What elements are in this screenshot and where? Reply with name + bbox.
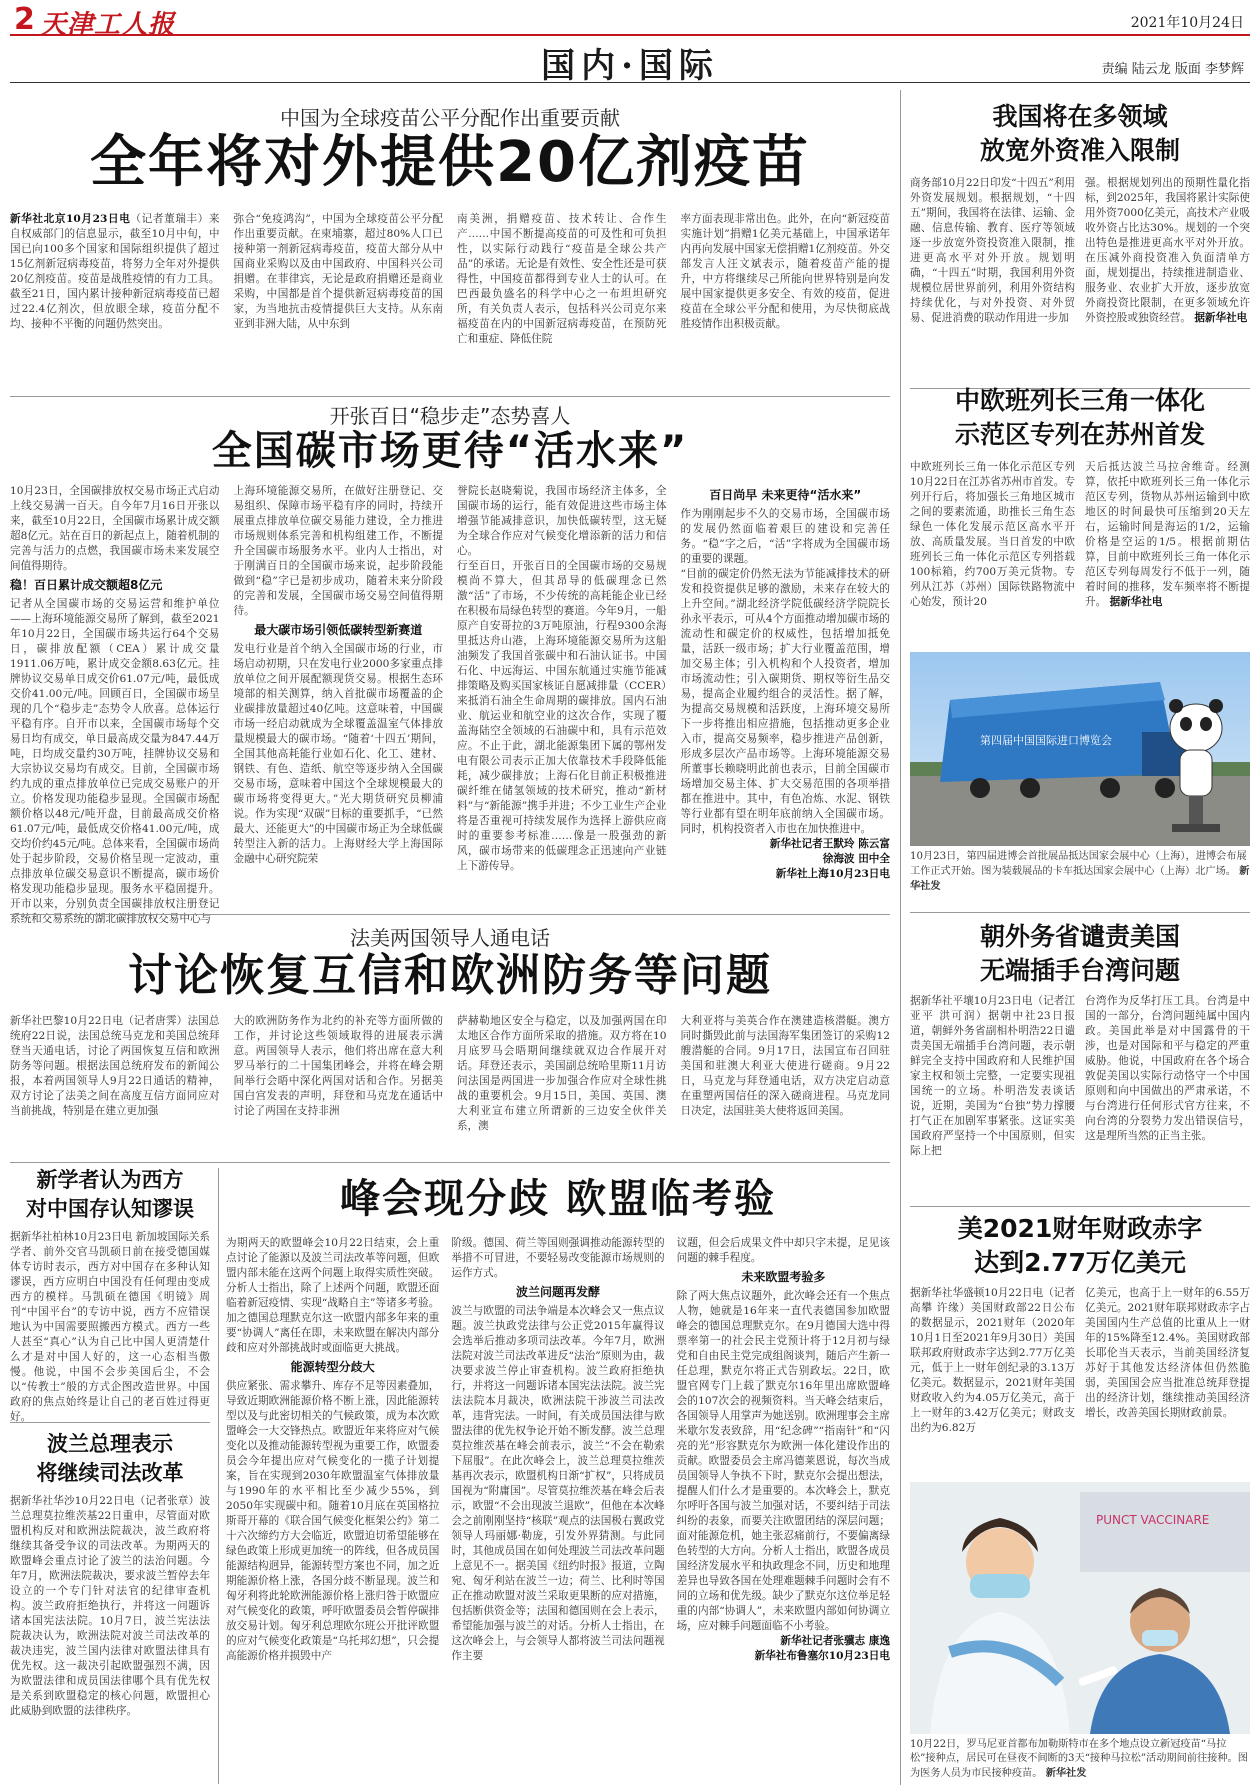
expo-photo-caption: 10月23日，第四届进博会首批展品抵达国家会展中心（上海），进博会布展工作正式开始。图为装载展品的卡车抵达国家会展中心（上海）北广场。 新华社发 (910, 851, 1250, 892)
vaccine-kicker: 中国为全球疫苗公平分配作出重要贡献 (280, 106, 620, 130)
eusummit-col-2: 阶级。德国、荷兰等国则强调推动能源转型的举措不可冒进，不要轻易改变能源市场规则的运作方式。 波兰问题再发酵 波兰与欧盟的司法争端是本次峰会又一焦点议题。波兰执政党法律与公正党2015年赢得议会选举后推动多项司法改革。今年7月，欧洲法院对波兰司法改革进反“法治”原则为由，裁决要求波兰停止审查机构。波兰政府拒绝执行，并将这一问题诉诸本国宪法法院。波兰宪法法院本月裁决，欧洲法院干涉波兰司法改革，违背宪法。一时间，有关成员国法律与欧盟法律的优先权争论开始不断发酵。波兰总理莫拉维茨基在峰会前表示，波兰“不会在勒索下屈服”。在此次峰会上，波兰总理莫拉维茨基再次表示，欧盟机构日渐“扩权”，只将成员国视为“附庸国”。尽管莫拉维茨基在峰会后表示，欧盟“不会出现波兰退欧”，但他在本次峰会之前刚刚坚持“核联”观点的法国极右翼政党领导人玛丽娜·勒庞，引发外界猜测。与此同时，其他成员国在如何处理波兰司法改革问题上意见不一。据美国《纽约时报》报道，立陶宛、匈牙利站在波兰一边；荷兰、比利时等国正在推动欧盟对波兰采取更果断的应对措施，包括断供资金等；法国和德国则在会上表示，希望能加强与波兰的对话。分析人士指出，在这次峰会上，与会领导人都将波兰司法问题视作主要 (451, 1237, 665, 1662)
page-number: 2 (14, 2, 35, 37)
truck-banner-text: 第四届中国国际进口博览会 (980, 734, 1112, 747)
vaccine-col-3: 南美洲，捐赠疫苗、技术转让、合作生产……中国不断提高疫苗的可及性和可负担性，以实际行动践行“疫苗是全球公共产品”的承诺。无论是有效性、安全性还是可获得性，中国疫苗都得到专业人士的认可。在巴西最负盛名的科学中心之一布坦坦研究所，有关负责人表示，包括科兴公司克尔来福疫苗在内的中国新冠病毒疫苗，在预防死亡和重症、降低住院 (457, 213, 667, 345)
vaccine-headline: 全年将对外提供20亿剂疫苗 (90, 130, 810, 195)
eusummit-subhead-1: 能源转型分歧大 (290, 1360, 375, 1374)
chinaeurope-headline: 中欧班列长三角一体化 示范区专列在苏州首发 (954, 386, 1205, 449)
franceus-bottom-rule (10, 1162, 890, 1163)
deficit-article: 据新华社华盛顿10月22日电（记者高攀 许缘）美国财政部22日公布的数据显示，2021财年（2020年10月1日至2021年9月30日）美国联邦政府财政赤字达到2.77万亿美元，低于上一财年创纪录的3.13万亿美元。数据显示，2021财年美国财政收入约为4.05万亿美元，高于上一财年的3.42万亿美元；财政支出约为6.82万 亿美元，也高于上一财年的6.55万亿美元。2021财年联邦财政赤字占美国国内生产总值的比重从上一财年的15%降至12.4%。美国财政部长耶伦当天表示，当前美国经济复苏好于其他发达经济体但仍然脆弱，美国国会应当批准总统拜登提出的经济计划，继续推动美国经济增长，改善美国长期财政前景。 (910, 1287, 1250, 1434)
eusummit-article (226, 1236, 890, 1784)
carbon-credit-3: 新华社上海10月23日电 (775, 868, 890, 880)
scholar-article: 据新华社柏林10月23日电 新加坡国际关系学者、前外交官马凯硕日前在接受德国媒体专访时表示，西方对中国存在多种认知谬误，西方应明白中国没有任何理由变成西方的模样。马凯硕在德国《明镜》周刊“中国平台”的专访中说，西方不应错误地认为中国需要照搬西方模式。西方一些人甚至“真心”认为自己比中国人更清楚什么才是对中国人好的，这一心态相当傲慢。他说，中国不会步美国后尘，不会以“传教士”般的方式企图改造世界。中国政府的焦点始终是让自己的老百姓过得更好。 (10, 1231, 210, 1423)
scholar-headline: 新学者认为西方 对中国存认知谬误 (26, 1168, 194, 1221)
carbon-credit-2: 徐海波 田中全 (822, 853, 890, 865)
masthead-rule (10, 34, 1250, 36)
eusummit-headline: 峰会现分歧 欧盟临考验 (340, 1176, 776, 1222)
vaccine-col-2: 弥合“免疫鸿沟”，中国为全球疫苗公平分配作出重要贡献。在柬埔寨，超过80%人口已接种第一剂新冠病毒疫苗，疫苗大部分从中国商业采购以及由中国政府、中国科兴公司捐赠。在菲律宾，无论是政府捐赠还是商业采购，中国都是首个提供新冠病毒疫苗的国家，为当地抗击疫情提供巨大支持。从东南亚到非洲大陆，从中东到 (233, 213, 443, 330)
vaccination-sign-text: PUNCT VACCINARE (1096, 1513, 1210, 1527)
carbon-subhead-1: 稳！百日累计成交额超8亿元 (10, 578, 163, 592)
photo1-bottom-rule (910, 912, 1250, 913)
vaccine-col-1: 新华社北京10月23日电（记者董瑞丰）来自权威部门的信息显示，截至10月中旬，中国已向100多个国家和国际组织提供了超过15亿剂新冠病毒疫苗，将努力全年对外提供20亿剂疫苗。疫苗是战胜疫情的有力工具。截至21日，国内累计接种新冠病毒疫苗已超过22.4亿剂次，但放眼全球，疫苗分配不均、接种不平衡的问题仍然突出。 (10, 213, 220, 330)
poland-headline: 波兰总理表示 将继续司法改革 (36, 1432, 184, 1485)
opening-article: 商务部10月22日印发“十四五”利用外资发展规划。根据规划，“十四五”期间，我国将在法律、运输、金融、信息传输、教育、医疗等领域逐一步放宽外资投资准入限制，推进更高水平对外开放。规划明确，“十四五”时期，我国利用外资规模位居世界前列，利用外资结构持续优化，与对外投资、对外贸易、促进消费的联动作用进一步加 强。根据规划列出的预期性量化指标，到2025年，我国将累计实际使用外资7000亿美元，高技术产业吸收外资占比达30%。规划的一个突出特色是推进更高水平对外开放。在压减外商投资准入负面清单方面，规划提出，持续推进制造业、服务业、农业扩大开放，逐步放宽外商投资比限制，在更多领域允许外资控股或独资经营。 据新华社电 (910, 177, 1250, 324)
franceus-headline: 讨论恢复互信和欧洲防务等问题 (128, 950, 772, 1001)
eusummit-subhead-3: 未来欧盟考验多 (741, 1270, 826, 1284)
vaccination-photo-caption: 10月22日，罗马尼亚首都布加勒斯特市在多个地点设立新冠疫苗“马拉松”接种点，居民可在昼夜不间断的3天“接种马拉松”活动期间前往接种。图为医务人员为市民接种疫苗。 新华社发 (910, 1739, 1248, 1779)
section-rule (10, 82, 1250, 83)
carbon-article (10, 484, 890, 925)
vaccine-byline: 新华社北京10月23日电 (10, 213, 131, 225)
editors-credit: 责编 陆云龙 版面 李梦辉 (1101, 62, 1244, 77)
franceus-article: 新华社巴黎10月22日电（记者唐霁）法国总统府22日说，法国总统马克龙和美国总统拜登当天通电话，讨论了两国恢复互信和欧洲防务等问题。根据法国总统府发布的新闻公报，本着两国领导人9月22日通话的精神，双方讨论了法美之间在高度互信方面同应对当前挑战，特别是在建立更加强 大的欧洲防务作为北约的补充等方面所做的工作，并讨论这些领域取得的进展表示满意。两国领导人表示，他们将出席在意大利罗马举行的二十国集团峰会，并将在峰会期间举行会晤中深化两国对话和合作。另据美国白宫发表的声明，拜登和马克龙在通话中讨论了两国在支持非洲 萨赫勒地区安全与稳定，以及加强两国在印太地区合作方面所采取的措施。双方将在10月底罗马会晤期间继续就双边合作展开对话。拜登还表示，美国副总统哈里斯11月访问法国是两国进一步加强合作应对全球性挑战的重要机会。9月15日，美国、英国、澳大利亚宣布建立所谓新的三边安全伙伴关系，澳 大利亚将与美英合作在澳建造核潜艇。澳方同时撕毁此前与法国海军集团签订的采购12艘潜艇的合同。9月17日，法国宣布召回驻美国和驻澳大利亚大使进行磋商。9月22日，马克龙与拜登通电话，双方决定启动意在重塑两国信任的深入磋商进程。马克龙同日决定，法国驻美大使将返回美国。 (10, 1015, 890, 1132)
carbon-subhead-2: 最大碳市场引领低碳转型新赛道 (254, 623, 423, 637)
vaccine-article (10, 212, 890, 392)
opening-headline: 我国将在多领域 放宽外资准入限制 (979, 102, 1180, 165)
carbon-kicker: 开张百日“稳步走”态势喜人 (329, 404, 571, 428)
carbon-col-1: 10月23日，全国碳排放权交易市场正式启动上线交易满一百天。自今年7月16日开张以来，截至10月22日，全国碳市场累计成交额超8亿元。站在百日的新起点上，随着机制的完善与活力的点燃，我国碳市场未来发展空间值得期待。 稳！百日累计成交额超8亿元 记者从全国碳市场的交易运营和维护单位——上海环境能源交易所了解到，截至2021年10月22日，全国碳市场共运行64个交易日，碳排放配额（CEA）累计成交量1911.06万吨，累计成交金额8.63亿元。挂牌协议交易单日成交价61.07元/吨，最低成交价41.00元/吨。回顾百日，全国碳市场呈现的几个“稳步走”态势令人欣喜。总体运行平稳有序。自开市以来，全国碳市场每个交易日均有成交，单日最高成交量为847.44万吨，日均成交量约30万吨，挂牌协议交易和大宗协议交易均有成交。目前，全国碳市场约九成的重点排放单位已完成交易账户的开立。价格发现功能稳步显现。全国碳市场配额价格以48元/吨开盘，目前最高成交价格61.07元/吨，最低成交价格41.00元/吨，成交均价约45元/吨。总体来看，全国碳市场尚处于起步阶段，交易价格呈现一定波动，重点排放单位碳交易意识不断提高，碳市场价格发现功能稳步显现。服务水平稳固提升。开市以来，分别负责全国碳排放权注册登记系统和交易系统的湖北碳排放权交易中心与 (10, 485, 220, 925)
chinaeurope-article: 中欧班列长三角一体化示范区专列10月22日在江苏省苏州市首发。专列开行后，将加强长三角地区城市之间的要素流通，助推长三角生态绿色一体化发展示范区高水平开放、高质量发展。当日首发的中欧班列长三角一体化示范区专列搭载100标箱，约700万美元货物。专列从江苏（苏州）国际铁路物流中心始发，预计20 天后抵达波兰马拉舍维奇。经测算，依托中欧班列长三角一体化示范区专列，货物从苏州运输到中欧地区的时间最快可压缩到20天左右，运输时间是海运的1/2，运输价格是空运的1/5。根据前期估算，目前中欧班列长三角一体化示范区专列每周发行不低于一列，随着时间的推移，发车频率将不断提升。 据新华社电 (910, 461, 1250, 608)
carbon-subhead-3: 百日尚早 未来更待“活水来” (709, 488, 862, 502)
scholar-bottom-rule (10, 1422, 210, 1423)
paper-name: 天津工人报 (40, 10, 176, 40)
section-title: 国内·国际 (541, 46, 719, 86)
expo-truck-illustration (910, 652, 1250, 846)
issue-date: 2021年10月24日 (1130, 15, 1244, 31)
franceus-kicker: 法美两国领导人通电话 (350, 926, 550, 950)
taiwan-article: 据新华社平壤10月23日电（记者江亚平 洪可润）据朝中社23日报道，朝鲜外务省副相朴明浩22日谴责美国无端插手台湾问题，表示朝鲜完全支持中国政府和人民维护国家主权和领土完整，一定要实现祖国统一的立场。朴明浩发表谈话说，近期，美国为“台独”势力撑腰打气正在加剧军事紧张。这证实美国政府严坚持一个中国原则，但实际上把 台湾作为反华打压工具。台湾是中国的一部分，台湾问题纯属中国内政。美国此举是对中国露骨的干涉，也是对国际和平与稳定的严重威胁。他说，中国政府在各个场合敦促美国以实际行动恪守一个中国原则和向中国做出的严肃承诺，不与台湾进行任何形式官方往来，不向台湾的分裂势力发出错误信号，这是理所当然的正当主张。 (910, 995, 1250, 1157)
carbon-bottom-rule (10, 914, 890, 915)
vaccination-photo (910, 1482, 1250, 1734)
column-divider (900, 90, 901, 1785)
vaccine-col-4: 率方面表现非常出色。此外，在向“新冠疫苗实施计划”捐赠1亿美元基础上，中国承诺年内再向发展中国家无偿捐赠1亿剂疫苗。外交部发言人汪文斌表示，随着疫苗产能的提升，中方将继续尽己所能向世界特别是向发展中国家提供更多安全、有效的疫苗，促进疫苗在全球公平分配和使用，为尽快彻底战胜疫情作出积极贡献。 (680, 213, 890, 330)
eusummit-credit-1: 新华社记者张骥志 康逸 (780, 1635, 890, 1647)
eusummit-credit-2: 新华社布鲁塞尔10月23日电 (754, 1650, 890, 1662)
poland-article: 据新华社华沙10月22日电（记者张章）波兰总理莫拉维茨基22日重申，尽管面对欧盟机构反对和欧洲法院裁决，波兰政府将继续其备受争议的司法改革。为期两天的欧盟峰会重点讨论了波兰的法治问题。今年7月，欧洲法院裁决，要求波兰暂停去年设立的一个专门针对法官的纪律审查机构。波兰政府拒绝执行，并将这一问题诉诸本国宪法法院。10月7日，波兰宪法法院裁决认为，欧洲法院对波兰司法改革的裁决违宪，波兰国内法律对欧盟法律具有优先权。这一裁决引起欧盟强烈不满，因为欧盟法律和成员国法律哪个具有优先权是关系到欧盟稳定的核心问题，欧盟担心此威胁到欧盟的法律秩序。 (10, 1495, 210, 1717)
eusummit-subhead-2: 波兰问题再发酵 (515, 1285, 600, 1299)
deficit-headline: 美2021财年财政赤字 达到2.77万亿美元 (957, 1214, 1203, 1277)
carbon-headline: 全国碳市场更待“活水来” (211, 428, 689, 474)
left-narrow-divider (218, 1168, 219, 1784)
vaccination-illustration (910, 1482, 1250, 1734)
carbon-col-3: 誉院长赵晓菊说，我国市场经济主体多，全国碳市场的运行，能有效促进这些市场主体增强节能减排意识，加快低碳转型，这无疑为全球合作应对气候变化增添新的活力和信心。 行至百日，开张百日的全国碳市场的交易规模尚不算大，但其昂导的低碳理念已然激“活”了市场，不少传统的高耗能企业已经在积极布局绿色转型的赛道。今年9月，一船原产自安哥拉的3万吨原油，行程9300余海里抵达舟山港，上海环境能源交易所为这船油频发了我国首张碳中和石油认证书。中国石化、中远海运、中国东航通过实施节能减排策略及购买国家核证自愿减排量（CCER）来抵消石油全生命周期的碳排放。国内石油业、航运业和航空业的这次合作，实现了覆盖海陆空全领域的石油碳中和，具有示范效应。不止于此，湖北能源集团下属的鄂州发电有限公司表示正加大依靠技术手段降低能耗，减少碳排放；上海石化目前正积极推进碳纤维在储氢领域的技术研究，推动“新材料”与“新能源”携手并进；不少工业生产企业将是否重视可持续发展作为选择上游供应商时的重要参考标准……像是一股强劲的新风，碳市场带来的低碳理念正迅速向产业链上下游传导。 (457, 485, 667, 872)
carbon-col-2: 上海环境能源交易所，在做好注册登记、交易组织、保障市场平稳有序的同时，持续开展重点排放单位碳交易能力建设，全力推进市场规则体系完善和机构组建工作，不断提升全国碳市场服务水平。业内人士指出，对于刚满百日的全国碳市场来说，起步阶段能做到“稳”字已是初步成功，随着未来分阶段的完善和发展，全国碳市场交易空间值得期待。 最大碳市场引领低碳转型新赛道 发电行业是首个纳入全国碳市场的行业，市场启动初期，只在发电行业2000多家重点排放单位之间开展配额现货交易。根据生态环境部的相关测算，纳入首批碳市场覆盖的企业碳排放量超过40亿吨。这意味着，中国碳市场一经启动就成为全球覆盖温室气体排放量规模最大的碳市场。“随着‘十四五’期间，全国其他高耗能行业如石化、化工、建材、钢铁、有色、造纸、航空等逐步纳入全国碳交易市场，意味着中国这个全球规模最大的碳市场将变得更大。”光大期货研究员柳浦说。作为实现“双碳”目标的重要抓手，“已然最大、还能更大”的中国碳市场正为全球低碳转型注入新的活力。上海财经大学上海国际金融中心研究院荣 (233, 485, 443, 865)
eusummit-col-3: 议题，但会后成果文件中却只字未提，足见该问题的棘手程度。 未来欧盟考验多 除了两大焦点议题外，此次峰会还有一个焦点人物，她就是16年来一直代表德国参加欧盟峰会的德国总理默克尔。在9月德国大选中得票率第一的社会民主党预计将于12月初与绿党和自由民主党完成组阁谈判，随后产生新一任总理，默克尔将正式告别政坛。22日，欧盟官网专门上载了默克尔16年里出席欧盟峰会的107次会的视频资料。当天峰会结束后，各国领导人用掌声为她送别。欧洲理事会主席米歇尔发表致辞，用“纪念碑”“指南针”和“闪亮的光”形容默克尔为欧洲一体化建设作出的贡献。欧盟委员会主席冯德莱恩说，每次当成员国领导人争执不下时，默克尔会提出想法，提醒人们什么才是重要的。本次峰会上，默克尔呼吁各国与波兰加强对话，不要纠结于司法纠纷的表象，而要关注欧盟团结的深层问题；面对能源危机，她主张忍痛前行，不要偏离绿色转型的大方向。分析人士指出，欧盟各成员国经济发展水平和执政理念不同，历史和地理差异也导致各国在处理难题棘手问题时会有不同的立场和优先级。缺少了默克尔这位举足轻重的内部“协调人”，未来欧盟内部如何协调立场，应对棘手问题面临不小考验。 新华社记者张骥志 康逸 新华社布鲁塞尔10月23日电 (676, 1237, 890, 1662)
carbon-credit-1: 新华社记者王默玲 陈云富 (769, 838, 890, 850)
carbon-col-4: 百日尚早 未来更待“活水来” 作为刚刚起步不久的交易市场，全国碳市场的发展仍然面临着艰巨的建设和完善任务。“稳”字之后，“活”字将成为全国碳市场的重要的课题。 “目前的碳定价仍然无法为节能减排技术的研发和投资提供足够的激励，未来存在较大的上升空间。”湖北经济学院低碳经济学院院长孙永平表示，可从4个方面推动增加碳市场的流动性和碳定价的权威性，包括增加抵免量，活跃一级市场；扩大行业覆盖范围，增加交易主体；引入机构和个人投资者，增加市场流动性；引入碳期货、期权等衍生品交易，提高企业履约组合的灵活性。据了解，为提高交易规模和活跃度，上海环境交易所下一步将推出相应措施，包括推动更多企业入市，提高交易频率，稳步推进产品创新，形成多层次产品市场等。上海环境能源交易所董事长赖晓明此前也表示，目前全国碳市场增加交易主体、扩大交易范围的各项举措都在推进中。其中，有色冶炼、水泥、钢铁等行业都有望在明年底前纳入全国碳市场。同时，机构投资者入市也在加快推进中。 新华社记者王默玲 陈云富 徐海波 田中全 新华社上海10月23日电 (680, 488, 890, 880)
taiwan-bottom-rule (910, 1206, 1250, 1207)
eusummit-col-1: 为期两天的欧盟峰会10月22日结束，会上重点讨论了能源以及波兰司法改革等问题，但欧盟内部未能在这两个问题上取得实质性突破。分析人士指出，除了上述两个问题，欧盟还面临着新冠疫情、实现“战略自主”等诸多考验。加之德国总理默克尔这一欧盟内部多年来的重要“协调人”离任在即，未来欧盟在解决内部分歧和应对外部挑战时或面临更大挑战。 能源转型分歧大 供应紧张、需求攀升、库存不足等因素叠加，导致近期欧洲能源价格不断上涨，因此能源转型以及与此密切相关的气候政策，成为本次欧盟峰会一大交锋热点。欧盟近年来将应对气候变化以及推动能源转型视为重要工作，欧盟委员会今年提出应对气候变化的一揽子计划提案，旨在实现到2030年欧盟温室气体排放量与1990年的水平相比至少减少55%，到2050年实现碳中和。随着10月底在英国格拉斯哥开幕的《联合国气候变化框架公约》第二十六次缔约方大会临近，欧盟迫切希望能够在绿色政策上形成更加统一的阵线，但各成员国能源结构迥异，能源转型方案也不同，加之近期能源价格上涨，各国分歧不断显现。波兰和匈牙利将此轮欧洲能源价格上涨归咎于欧盟应对气候变化的政策，呼吁欧盟委员会暂停碳排放交易计划。匈牙利总理欧尔班公开批评欧盟的应对气候变化政策是“乌托邦幻想”，只会提高能源价格并损毁中产 (226, 1237, 440, 1662)
expo-truck-photo (910, 652, 1250, 846)
vaccine-bottom-rule (10, 396, 890, 397)
taiwan-headline: 朝外务省谴责美国 无端插手台湾问题 (979, 922, 1180, 985)
